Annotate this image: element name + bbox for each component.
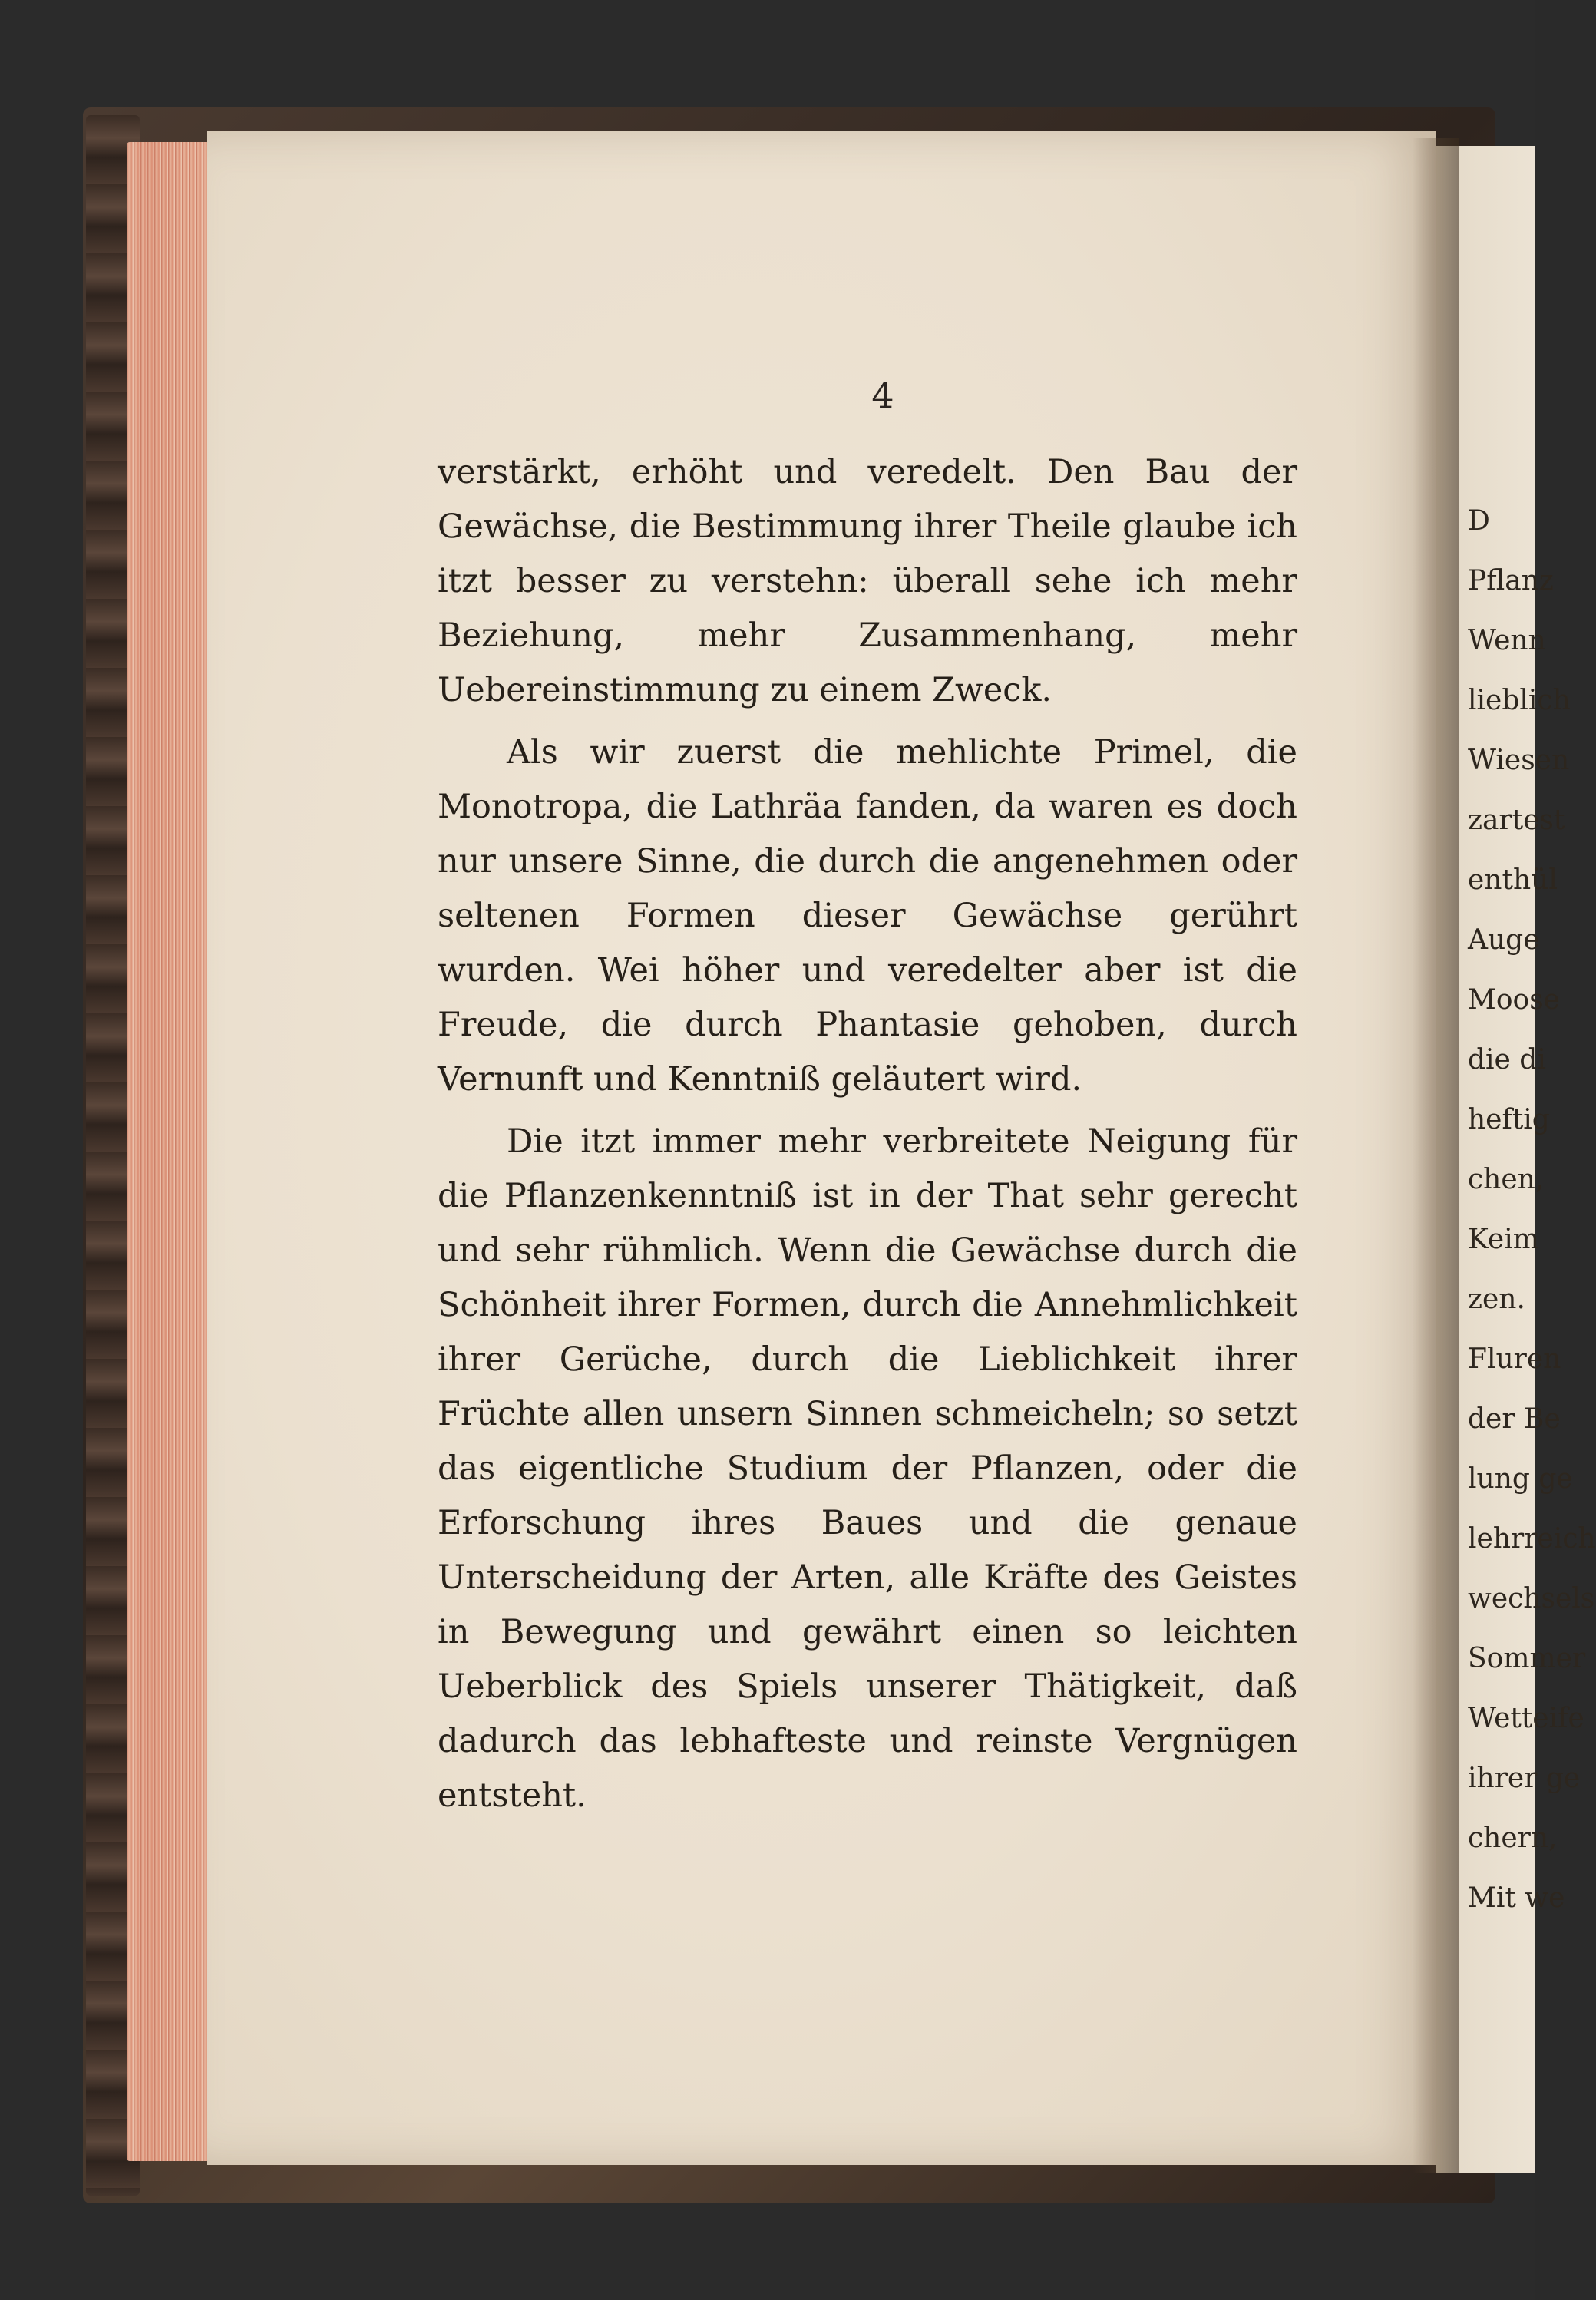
right-fragment: lung ge [1468, 1463, 1573, 1495]
right-fragment: lehrreich [1468, 1523, 1596, 1555]
right-fragment: Wiesen [1468, 745, 1570, 776]
right-fragment: D [1468, 505, 1490, 537]
page-gutter [1413, 138, 1459, 2173]
right-fragment: enthül [1468, 864, 1558, 896]
right-page-text [1468, 491, 1596, 1928]
right-fragment: heftig [1468, 1104, 1550, 1135]
right-fragment: ihrer ge [1468, 1763, 1581, 1794]
paragraph-1: verstärkt, erhöht und veredelt. Den Bau der Gewächse, die Bestimmung ihrer Theile glaube ich itzt besser zu verstehn: überall sehe ich mehr Beziehung, mehr Zusammenhang, mehr Uebereinstimmung zu einem Zweck. [438, 453, 1297, 709]
right-fragment: Moose [1468, 984, 1560, 1016]
right-fragment: der Be [1468, 1403, 1561, 1435]
right-fragment: Fluren [1468, 1343, 1561, 1375]
right-fragment: chern, [1468, 1822, 1558, 1854]
right-fragment: Keim [1468, 1224, 1539, 1255]
right-fragment: wechsels [1468, 1583, 1595, 1614]
right-fragment: Auge [1468, 924, 1540, 956]
right-fragment: lieblich [1468, 685, 1571, 716]
page-text [438, 445, 1297, 1831]
paragraph-3: Die itzt immer mehr verbreitete Neigung für die Pflanzenkenntniß ist in der That sehr gerecht und sehr rühmlich. Wenn die Gewächse durch die Schönheit ihrer Formen, durch die Annehmlichkeit ihrer Gerüche, durch die Lieblichkeit ihrer Früchte allen unsern Sinnen schmeicheln; so setzt das eigentliche Studium der Pflanzen, oder die Erforschung ihres Baues und die genaue Unterscheidung der Arten, alle Kräfte des Geistes in Bewegung und gewährt einen so leichten Ueberblick des Spiels unserer Thätigkeit, daß dadurch das lebhafteste und reinste Vergnügen entsteht. [438, 1122, 1297, 1815]
right-fragment: die di [1468, 1044, 1546, 1076]
right-fragment: chen, [1468, 1164, 1545, 1195]
right-fragment: Wenn [1468, 625, 1546, 656]
right-fragment: zen. [1468, 1284, 1525, 1315]
page-edges [127, 142, 211, 2161]
paragraph-2: Als wir zuerst die mehlichte Primel, die Monotropa, die Lathräa fanden, da waren es doch nur unsere Sinne, die durch die angenehmen oder seltenen Formen dieser Gewächse gerührt wurden. Wei höher und veredelter aber ist die Freude, die durch Phantasie gehoben, durch Vernunft und Kenntniß geläutert wird. [438, 733, 1297, 1099]
right-fragment: zartest [1468, 805, 1565, 836]
right-fragment: Sommer [1468, 1643, 1586, 1674]
page-number: 4 [871, 375, 894, 416]
right-fragment: Pflanz [1468, 565, 1554, 596]
right-fragment: Wetteife [1468, 1703, 1584, 1734]
right-fragment: Mit we [1468, 1882, 1565, 1914]
